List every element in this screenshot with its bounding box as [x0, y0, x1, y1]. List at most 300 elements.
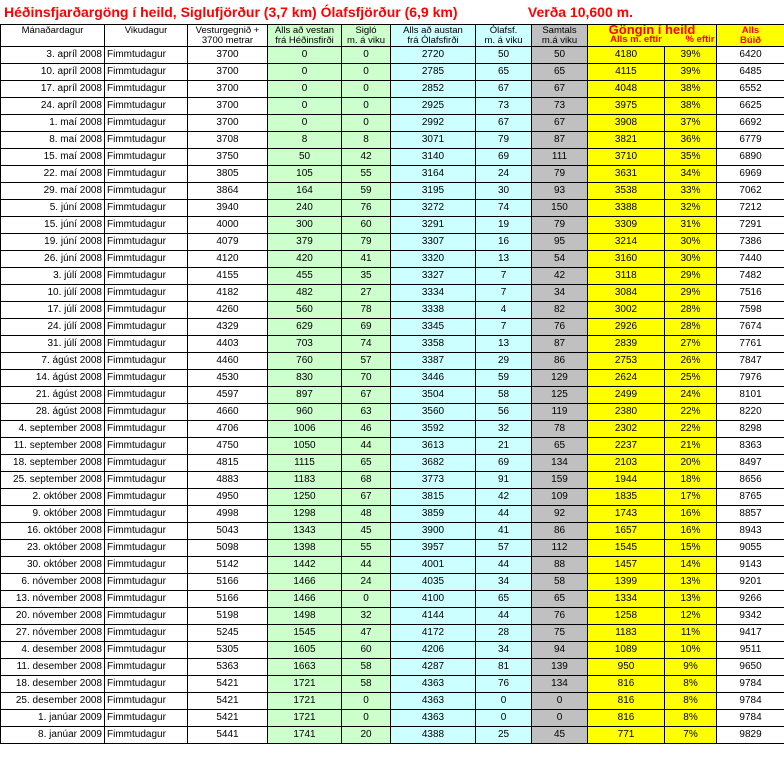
cell-east-total[interactable]: 3957: [391, 540, 476, 557]
header-west-total[interactable]: Alls að vestan frá Héðinsfirði: [268, 25, 342, 47]
cell-date[interactable]: 2. október 2008: [1, 489, 105, 506]
cell-siglo[interactable]: 55: [342, 166, 391, 183]
cell-weekday[interactable]: Fimmtudagur: [105, 438, 188, 455]
cell-siglo[interactable]: 78: [342, 302, 391, 319]
cell-remaining[interactable]: 3309: [588, 217, 665, 234]
cell-siglo[interactable]: 58: [342, 676, 391, 693]
cell-pct[interactable]: 12%: [665, 608, 717, 625]
cell-west-total[interactable]: 455: [268, 268, 342, 285]
cell-pct[interactable]: 29%: [665, 268, 717, 285]
cell-total-week[interactable]: 87: [532, 336, 588, 353]
cell-west-total[interactable]: 897: [268, 387, 342, 404]
cell-west-total[interactable]: 300: [268, 217, 342, 234]
cell-done[interactable]: 8220: [717, 404, 784, 421]
cell-remaining[interactable]: 3118: [588, 268, 665, 285]
cell-pct[interactable]: 14%: [665, 557, 717, 574]
cell-done[interactable]: 9266: [717, 591, 784, 608]
cell-total-week[interactable]: 93: [532, 183, 588, 200]
cell-total-week[interactable]: 159: [532, 472, 588, 489]
cell-east-total[interactable]: 4100: [391, 591, 476, 608]
cell-remaining[interactable]: 3710: [588, 149, 665, 166]
cell-west-total[interactable]: 830: [268, 370, 342, 387]
cell-remaining[interactable]: 816: [588, 693, 665, 710]
cell-pct[interactable]: 37%: [665, 115, 717, 132]
cell-date[interactable]: 21. ágúst 2008: [1, 387, 105, 404]
cell-total-week[interactable]: 86: [532, 353, 588, 370]
cell-east-total[interactable]: 2720: [391, 47, 476, 64]
cell-done[interactable]: 6890: [717, 149, 784, 166]
cell-total-week[interactable]: 87: [532, 132, 588, 149]
cell-siglo[interactable]: 42: [342, 149, 391, 166]
cell-total-week[interactable]: 67: [532, 115, 588, 132]
cell-olafsf[interactable]: 56: [476, 404, 532, 421]
cell-date[interactable]: 22. maí 2008: [1, 166, 105, 183]
cell-pct[interactable]: 29%: [665, 285, 717, 302]
cell-olafsf[interactable]: 79: [476, 132, 532, 149]
cell-total-week[interactable]: 88: [532, 557, 588, 574]
cell-west-total[interactable]: 1721: [268, 710, 342, 727]
cell-weekday[interactable]: Fimmtudagur: [105, 166, 188, 183]
cell-done[interactable]: 9417: [717, 625, 784, 642]
cell-total-week[interactable]: 92: [532, 506, 588, 523]
cell-total-week[interactable]: 67: [532, 81, 588, 98]
cell-pct[interactable]: 8%: [665, 693, 717, 710]
cell-date[interactable]: 11. september 2008: [1, 438, 105, 455]
cell-date[interactable]: 8. maí 2008: [1, 132, 105, 149]
cell-date[interactable]: 5. júní 2008: [1, 200, 105, 217]
cell-weekday[interactable]: Fimmtudagur: [105, 302, 188, 319]
cell-olafsf[interactable]: 28: [476, 625, 532, 642]
cell-done[interactable]: 8943: [717, 523, 784, 540]
cell-done[interactable]: 7386: [717, 234, 784, 251]
cell-pct[interactable]: 15%: [665, 540, 717, 557]
cell-siglo[interactable]: 67: [342, 489, 391, 506]
cell-pct[interactable]: 38%: [665, 81, 717, 98]
cell-west-total[interactable]: 1250: [268, 489, 342, 506]
cell-weekday[interactable]: Fimmtudagur: [105, 64, 188, 81]
cell-siglo[interactable]: 70: [342, 370, 391, 387]
cell-pct[interactable]: 9%: [665, 659, 717, 676]
cell-remaining[interactable]: 1089: [588, 642, 665, 659]
cell-siglo[interactable]: 35: [342, 268, 391, 285]
cell-done[interactable]: 7516: [717, 285, 784, 302]
cell-siglo[interactable]: 44: [342, 557, 391, 574]
cell-pct[interactable]: 11%: [665, 625, 717, 642]
cell-siglo[interactable]: 58: [342, 659, 391, 676]
cell-done[interactable]: 9829: [717, 727, 784, 744]
cell-west-total[interactable]: 105: [268, 166, 342, 183]
cell-olafsf[interactable]: 34: [476, 574, 532, 591]
cell-weekday[interactable]: Fimmtudagur: [105, 727, 188, 744]
cell-east-total[interactable]: 4287: [391, 659, 476, 676]
cell-siglo[interactable]: 76: [342, 200, 391, 217]
cell-pct[interactable]: 17%: [665, 489, 717, 506]
cell-siglo[interactable]: 48: [342, 506, 391, 523]
cell-remaining[interactable]: 2839: [588, 336, 665, 353]
cell-done[interactable]: 9055: [717, 540, 784, 557]
cell-olafsf[interactable]: 4: [476, 302, 532, 319]
cell-siglo[interactable]: 68: [342, 472, 391, 489]
cell-siglo[interactable]: 65: [342, 455, 391, 472]
cell-date[interactable]: 28. ágúst 2008: [1, 404, 105, 421]
cell-east-total[interactable]: 3307: [391, 234, 476, 251]
cell-west[interactable]: 5245: [188, 625, 268, 642]
cell-weekday[interactable]: Fimmtudagur: [105, 183, 188, 200]
cell-east-total[interactable]: 3682: [391, 455, 476, 472]
cell-east-total[interactable]: 3815: [391, 489, 476, 506]
cell-remaining[interactable]: 1334: [588, 591, 665, 608]
cell-siglo[interactable]: 32: [342, 608, 391, 625]
cell-east-total[interactable]: 4388: [391, 727, 476, 744]
cell-remaining[interactable]: 3084: [588, 285, 665, 302]
cell-remaining[interactable]: 3908: [588, 115, 665, 132]
cell-remaining[interactable]: 3214: [588, 234, 665, 251]
cell-siglo[interactable]: 41: [342, 251, 391, 268]
cell-west-total[interactable]: 379: [268, 234, 342, 251]
cell-weekday[interactable]: Fimmtudagur: [105, 251, 188, 268]
header-tunnel-group[interactable]: [588, 25, 717, 47]
cell-olafsf[interactable]: 67: [476, 81, 532, 98]
cell-remaining[interactable]: 1657: [588, 523, 665, 540]
cell-olafsf[interactable]: 7: [476, 319, 532, 336]
cell-remaining[interactable]: 4115: [588, 64, 665, 81]
cell-pct[interactable]: 13%: [665, 591, 717, 608]
cell-olafsf[interactable]: 13: [476, 336, 532, 353]
cell-west[interactable]: 4460: [188, 353, 268, 370]
cell-siglo[interactable]: 60: [342, 642, 391, 659]
cell-total-week[interactable]: 50: [532, 47, 588, 64]
cell-weekday[interactable]: Fimmtudagur: [105, 285, 188, 302]
cell-siglo[interactable]: 0: [342, 47, 391, 64]
cell-west[interactable]: 3700: [188, 64, 268, 81]
cell-pct[interactable]: 27%: [665, 336, 717, 353]
cell-pct[interactable]: 39%: [665, 64, 717, 81]
cell-date[interactable]: 27. nóvember 2008: [1, 625, 105, 642]
cell-date[interactable]: 10. júlí 2008: [1, 285, 105, 302]
cell-total-week[interactable]: 125: [532, 387, 588, 404]
cell-siglo[interactable]: 27: [342, 285, 391, 302]
cell-date[interactable]: 15. júní 2008: [1, 217, 105, 234]
cell-east-total[interactable]: 3358: [391, 336, 476, 353]
cell-total-week[interactable]: 76: [532, 319, 588, 336]
cell-weekday[interactable]: Fimmtudagur: [105, 268, 188, 285]
cell-weekday[interactable]: Fimmtudagur: [105, 591, 188, 608]
cell-west[interactable]: 4120: [188, 251, 268, 268]
cell-west[interactable]: 5166: [188, 591, 268, 608]
cell-total-week[interactable]: 65: [532, 591, 588, 608]
cell-weekday[interactable]: Fimmtudagur: [105, 132, 188, 149]
cell-west-total[interactable]: 482: [268, 285, 342, 302]
cell-date[interactable]: 29. maí 2008: [1, 183, 105, 200]
cell-total-week[interactable]: 134: [532, 676, 588, 693]
cell-west-total[interactable]: 0: [268, 115, 342, 132]
cell-east-total[interactable]: 2785: [391, 64, 476, 81]
cell-total-week[interactable]: 54: [532, 251, 588, 268]
cell-olafsf[interactable]: 13: [476, 251, 532, 268]
cell-east-total[interactable]: 3592: [391, 421, 476, 438]
cell-weekday[interactable]: Fimmtudagur: [105, 149, 188, 166]
cell-total-week[interactable]: 75: [532, 625, 588, 642]
cell-date[interactable]: 11. desember 2008: [1, 659, 105, 676]
cell-west[interactable]: 4750: [188, 438, 268, 455]
cell-west[interactable]: 5363: [188, 659, 268, 676]
cell-remaining[interactable]: 1545: [588, 540, 665, 557]
cell-remaining[interactable]: 1835: [588, 489, 665, 506]
cell-date[interactable]: 1. janúar 2009: [1, 710, 105, 727]
cell-olafsf[interactable]: 0: [476, 693, 532, 710]
cell-olafsf[interactable]: 21: [476, 438, 532, 455]
cell-weekday[interactable]: Fimmtudagur: [105, 642, 188, 659]
cell-remaining[interactable]: 4180: [588, 47, 665, 64]
cell-pct[interactable]: 18%: [665, 472, 717, 489]
cell-west[interactable]: 4998: [188, 506, 268, 523]
cell-siglo[interactable]: 44: [342, 438, 391, 455]
cell-date[interactable]: 3. júlí 2008: [1, 268, 105, 285]
cell-west-total[interactable]: 240: [268, 200, 342, 217]
cell-date[interactable]: 14. ágúst 2008: [1, 370, 105, 387]
cell-done[interactable]: 7598: [717, 302, 784, 319]
cell-date[interactable]: 8. janúar 2009: [1, 727, 105, 744]
cell-done[interactable]: 7212: [717, 200, 784, 217]
cell-remaining[interactable]: 2499: [588, 387, 665, 404]
cell-east-total[interactable]: 4363: [391, 710, 476, 727]
cell-west-total[interactable]: 0: [268, 81, 342, 98]
cell-pct[interactable]: 16%: [665, 523, 717, 540]
cell-east-total[interactable]: 3320: [391, 251, 476, 268]
cell-date[interactable]: 9. október 2008: [1, 506, 105, 523]
cell-siglo[interactable]: 63: [342, 404, 391, 421]
cell-olafsf[interactable]: 19: [476, 217, 532, 234]
cell-east-total[interactable]: 2852: [391, 81, 476, 98]
cell-done[interactable]: 9143: [717, 557, 784, 574]
cell-west[interactable]: 3708: [188, 132, 268, 149]
cell-weekday[interactable]: Fimmtudagur: [105, 608, 188, 625]
cell-done[interactable]: 6692: [717, 115, 784, 132]
cell-remaining[interactable]: 1944: [588, 472, 665, 489]
cell-siglo[interactable]: 55: [342, 540, 391, 557]
cell-west-total[interactable]: 1741: [268, 727, 342, 744]
cell-pct[interactable]: 28%: [665, 319, 717, 336]
cell-weekday[interactable]: Fimmtudagur: [105, 676, 188, 693]
cell-weekday[interactable]: Fimmtudagur: [105, 200, 188, 217]
cell-done[interactable]: 9201: [717, 574, 784, 591]
cell-west[interactable]: 3940: [188, 200, 268, 217]
cell-west-total[interactable]: 1545: [268, 625, 342, 642]
cell-done[interactable]: 9511: [717, 642, 784, 659]
cell-weekday[interactable]: Fimmtudagur: [105, 472, 188, 489]
cell-west-total[interactable]: 1721: [268, 676, 342, 693]
cell-done[interactable]: 6420: [717, 47, 784, 64]
cell-pct[interactable]: 16%: [665, 506, 717, 523]
cell-done[interactable]: 9650: [717, 659, 784, 676]
cell-total-week[interactable]: 111: [532, 149, 588, 166]
cell-done[interactable]: 8656: [717, 472, 784, 489]
cell-total-week[interactable]: 150: [532, 200, 588, 217]
cell-olafsf[interactable]: 32: [476, 421, 532, 438]
cell-remaining[interactable]: 1743: [588, 506, 665, 523]
cell-olafsf[interactable]: 24: [476, 166, 532, 183]
cell-date[interactable]: 17. júlí 2008: [1, 302, 105, 319]
cell-olafsf[interactable]: 16: [476, 234, 532, 251]
cell-siglo[interactable]: 20: [342, 727, 391, 744]
cell-west[interactable]: 5421: [188, 693, 268, 710]
cell-remaining[interactable]: 2380: [588, 404, 665, 421]
cell-east-total[interactable]: 4363: [391, 693, 476, 710]
cell-west-total[interactable]: 1442: [268, 557, 342, 574]
header-done[interactable]: Alls Búið: [717, 25, 784, 47]
cell-east-total[interactable]: 3900: [391, 523, 476, 540]
cell-done[interactable]: 7674: [717, 319, 784, 336]
cell-west-total[interactable]: 1605: [268, 642, 342, 659]
cell-date[interactable]: 24. júlí 2008: [1, 319, 105, 336]
cell-remaining[interactable]: 3538: [588, 183, 665, 200]
cell-olafsf[interactable]: 7: [476, 285, 532, 302]
header-weekday[interactable]: Vikudagur: [105, 25, 188, 47]
cell-olafsf[interactable]: 81: [476, 659, 532, 676]
cell-siglo[interactable]: 0: [342, 81, 391, 98]
cell-west[interactable]: 3700: [188, 115, 268, 132]
cell-east-total[interactable]: 3387: [391, 353, 476, 370]
cell-pct[interactable]: 32%: [665, 200, 717, 217]
cell-weekday[interactable]: Fimmtudagur: [105, 574, 188, 591]
cell-west[interactable]: 3700: [188, 98, 268, 115]
cell-weekday[interactable]: Fimmtudagur: [105, 47, 188, 64]
cell-west-total[interactable]: 420: [268, 251, 342, 268]
cell-date[interactable]: 20. nóvember 2008: [1, 608, 105, 625]
cell-west[interactable]: 5198: [188, 608, 268, 625]
cell-olafsf[interactable]: 73: [476, 98, 532, 115]
cell-olafsf[interactable]: 30: [476, 183, 532, 200]
cell-olafsf[interactable]: 7: [476, 268, 532, 285]
cell-olafsf[interactable]: 65: [476, 591, 532, 608]
cell-siglo[interactable]: 24: [342, 574, 391, 591]
cell-date[interactable]: 16. október 2008: [1, 523, 105, 540]
cell-west[interactable]: 4597: [188, 387, 268, 404]
cell-done[interactable]: 9784: [717, 676, 784, 693]
cell-olafsf[interactable]: 29: [476, 353, 532, 370]
cell-olafsf[interactable]: 65: [476, 64, 532, 81]
cell-olafsf[interactable]: 0: [476, 710, 532, 727]
cell-total-week[interactable]: 73: [532, 98, 588, 115]
cell-west[interactable]: 5305: [188, 642, 268, 659]
cell-east-total[interactable]: 4206: [391, 642, 476, 659]
cell-west-total[interactable]: 629: [268, 319, 342, 336]
cell-total-week[interactable]: 134: [532, 455, 588, 472]
cell-total-week[interactable]: 94: [532, 642, 588, 659]
cell-west-total[interactable]: 1498: [268, 608, 342, 625]
cell-olafsf[interactable]: 59: [476, 370, 532, 387]
cell-done[interactable]: 7482: [717, 268, 784, 285]
cell-west[interactable]: 3700: [188, 81, 268, 98]
cell-west[interactable]: 4260: [188, 302, 268, 319]
cell-total-week[interactable]: 34: [532, 285, 588, 302]
cell-total-week[interactable]: 0: [532, 710, 588, 727]
cell-west-total[interactable]: 1663: [268, 659, 342, 676]
cell-weekday[interactable]: Fimmtudagur: [105, 319, 188, 336]
cell-total-week[interactable]: 112: [532, 540, 588, 557]
cell-date[interactable]: 31. júlí 2008: [1, 336, 105, 353]
cell-pct[interactable]: 28%: [665, 302, 717, 319]
cell-done[interactable]: 8497: [717, 455, 784, 472]
cell-weekday[interactable]: Fimmtudagur: [105, 353, 188, 370]
cell-west-total[interactable]: 1466: [268, 591, 342, 608]
cell-west-total[interactable]: 164: [268, 183, 342, 200]
cell-weekday[interactable]: Fimmtudagur: [105, 404, 188, 421]
cell-remaining[interactable]: 2103: [588, 455, 665, 472]
cell-west[interactable]: 3805: [188, 166, 268, 183]
cell-east-total[interactable]: 3140: [391, 149, 476, 166]
cell-remaining[interactable]: 2753: [588, 353, 665, 370]
cell-west[interactable]: 4403: [188, 336, 268, 353]
cell-siglo[interactable]: 0: [342, 693, 391, 710]
cell-remaining[interactable]: 3002: [588, 302, 665, 319]
cell-date[interactable]: 13. nóvember 2008: [1, 591, 105, 608]
cell-west[interactable]: 5142: [188, 557, 268, 574]
cell-west-total[interactable]: 0: [268, 64, 342, 81]
cell-date[interactable]: 25. september 2008: [1, 472, 105, 489]
cell-total-week[interactable]: 78: [532, 421, 588, 438]
cell-weekday[interactable]: Fimmtudagur: [105, 489, 188, 506]
cell-done[interactable]: 6779: [717, 132, 784, 149]
cell-remaining[interactable]: 2624: [588, 370, 665, 387]
cell-pct[interactable]: 25%: [665, 370, 717, 387]
cell-olafsf[interactable]: 44: [476, 608, 532, 625]
cell-east-total[interactable]: 4144: [391, 608, 476, 625]
cell-remaining[interactable]: 816: [588, 676, 665, 693]
cell-west[interactable]: 4182: [188, 285, 268, 302]
cell-siglo[interactable]: 57: [342, 353, 391, 370]
cell-olafsf[interactable]: 25: [476, 727, 532, 744]
cell-date[interactable]: 19. júní 2008: [1, 234, 105, 251]
cell-siglo[interactable]: 45: [342, 523, 391, 540]
cell-remaining[interactable]: 2237: [588, 438, 665, 455]
cell-siglo[interactable]: 8: [342, 132, 391, 149]
cell-west[interactable]: 5421: [188, 676, 268, 693]
cell-date[interactable]: 4. september 2008: [1, 421, 105, 438]
cell-west[interactable]: 4950: [188, 489, 268, 506]
cell-siglo[interactable]: 67: [342, 387, 391, 404]
cell-east-total[interactable]: 3504: [391, 387, 476, 404]
cell-total-week[interactable]: 65: [532, 64, 588, 81]
header-east-total[interactable]: Alls að austan frá Ólafsfirði: [391, 25, 476, 47]
header-total-week[interactable]: Samtals m.á viku: [532, 25, 588, 47]
cell-done[interactable]: 7440: [717, 251, 784, 268]
cell-total-week[interactable]: 86: [532, 523, 588, 540]
cell-west-total[interactable]: 0: [268, 47, 342, 64]
cell-total-week[interactable]: 79: [532, 217, 588, 234]
cell-west-total[interactable]: 1343: [268, 523, 342, 540]
cell-remaining[interactable]: 3388: [588, 200, 665, 217]
cell-done[interactable]: 7847: [717, 353, 784, 370]
header-date[interactable]: Mánaðardagur: [1, 25, 105, 47]
cell-weekday[interactable]: Fimmtudagur: [105, 217, 188, 234]
cell-total-week[interactable]: 45: [532, 727, 588, 744]
cell-weekday[interactable]: Fimmtudagur: [105, 336, 188, 353]
cell-weekday[interactable]: Fimmtudagur: [105, 659, 188, 676]
cell-remaining[interactable]: 1258: [588, 608, 665, 625]
cell-east-total[interactable]: 4172: [391, 625, 476, 642]
cell-weekday[interactable]: Fimmtudagur: [105, 81, 188, 98]
cell-remaining[interactable]: 1183: [588, 625, 665, 642]
cell-pct[interactable]: 8%: [665, 676, 717, 693]
cell-weekday[interactable]: Fimmtudagur: [105, 98, 188, 115]
cell-remaining[interactable]: 950: [588, 659, 665, 676]
cell-done[interactable]: 9784: [717, 693, 784, 710]
cell-west[interactable]: 4883: [188, 472, 268, 489]
cell-east-total[interactable]: 3071: [391, 132, 476, 149]
cell-remaining[interactable]: 2302: [588, 421, 665, 438]
cell-date[interactable]: 1. maí 2008: [1, 115, 105, 132]
